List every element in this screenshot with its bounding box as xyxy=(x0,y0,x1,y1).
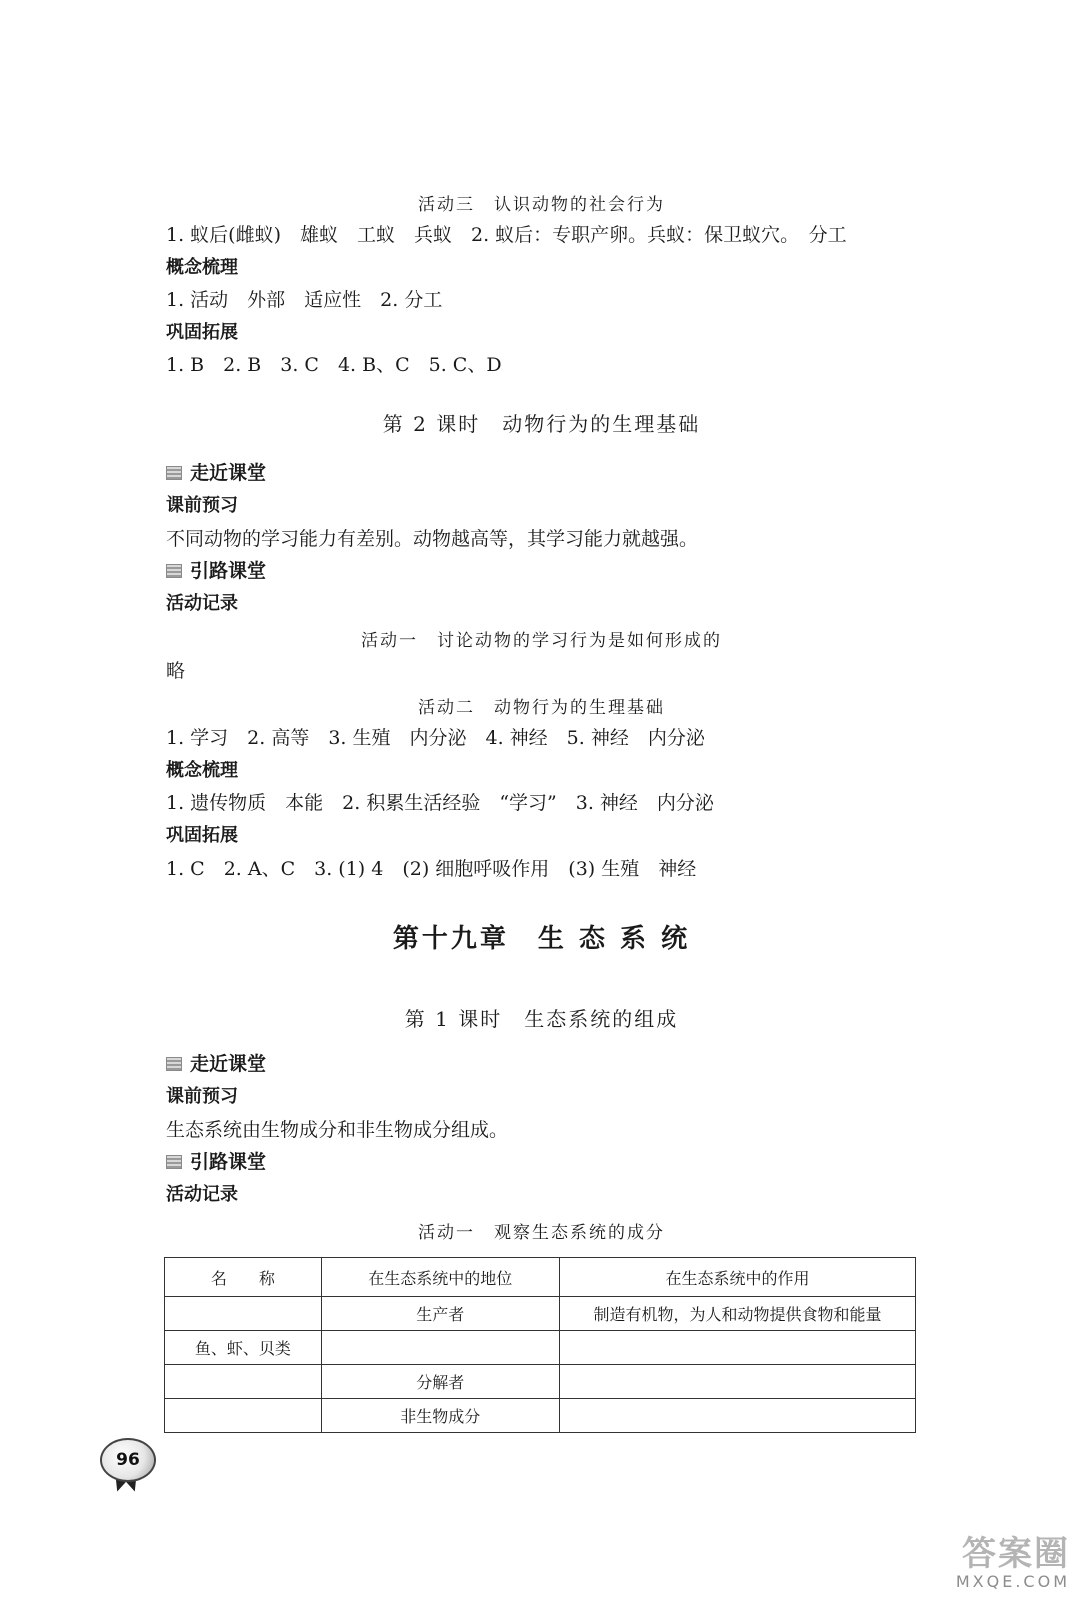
table-header-cell: 名 称 xyxy=(165,1258,322,1297)
preview-text-2: 生态系统由生物成分和非生物成分组成。 xyxy=(166,1119,509,1141)
table-cell: 生产者 xyxy=(321,1297,559,1331)
concept-heading-1: 概念梳理 xyxy=(166,257,238,278)
chapter19-title: 第十九章 生 态 系 统 xyxy=(392,924,691,954)
activity3-answer: 1. 蚁后(雌蚁) 雄蚁 工蚁 兵蚁 2. 蚁后：专职产卵。兵蚁：保卫蚁穴。 分工 xyxy=(166,224,847,246)
concept-answer-2: 1. 遗传物质 本能 2. 积累生活经验 “学习” 3. 神经 内分泌 xyxy=(166,792,714,814)
table-row xyxy=(165,1399,916,1433)
section-marker-icon xyxy=(166,564,182,578)
lesson2-activity1-answer: 略 xyxy=(166,660,186,682)
ecosystem-components-table xyxy=(164,1257,916,1433)
watermark-logo-text: 答案圈 xyxy=(962,1534,1070,1574)
table-cell xyxy=(559,1399,915,1433)
concept-answer-1: 1. 活动 外部 适应性 2. 分工 xyxy=(166,289,443,311)
banner-label: 引路课堂 xyxy=(190,560,267,582)
watermark-url-text: MXQE.COM xyxy=(955,1572,1070,1591)
table-row xyxy=(165,1297,916,1331)
consolidate-heading-1: 巩固拓展 xyxy=(166,322,238,343)
table-cell xyxy=(559,1331,915,1365)
preview-text-1: 不同动物的学习能力有差别。动物越高等，其学习能力就越强。 xyxy=(166,528,699,550)
preview-heading-1: 课前预习 xyxy=(166,495,238,516)
lesson2-activity2-title: 活动二 动物行为的生理基础 xyxy=(418,698,665,718)
banner-guide-class-2 xyxy=(166,1150,266,1174)
banner-label: 走近课堂 xyxy=(190,462,267,484)
record-heading-1: 活动记录 xyxy=(166,593,238,614)
section-marker-icon xyxy=(166,466,182,480)
table-cell xyxy=(165,1297,322,1331)
table-cell: 鱼、虾、贝类 xyxy=(165,1331,322,1365)
lesson2-activity1-title: 活动一 讨论动物的学习行为是如何形成的 xyxy=(361,631,722,651)
consolidate-answer-2: 1. C 2. A、C 3. (1) 4 (2) 细胞呼吸作用 (3) 生殖 神经 xyxy=(166,858,697,880)
table-header-row xyxy=(165,1258,916,1297)
table-header-cell: 在生态系统中的作用 xyxy=(559,1258,915,1297)
section-marker-icon xyxy=(166,1057,182,1071)
section-marker-icon xyxy=(166,1155,182,1169)
table-header-cell: 在生态系统中的地位 xyxy=(321,1258,559,1297)
concept-heading-2: 概念梳理 xyxy=(166,760,238,781)
table-cell xyxy=(559,1365,915,1399)
page-number-badge: 96 xyxy=(100,1438,156,1482)
consolidate-answer-1: 1. B 2. B 3. C 4. B、C 5. C、D xyxy=(166,354,502,376)
banner-approach-class-2 xyxy=(166,1052,266,1076)
activity3-title: 活动三 认识动物的社会行为 xyxy=(418,195,665,215)
consolidate-heading-2: 巩固拓展 xyxy=(166,825,238,846)
lesson2-title: 第 2 课时 动物行为的生理基础 xyxy=(382,412,701,436)
table-cell xyxy=(321,1331,559,1365)
table-cell: 分解者 xyxy=(321,1365,559,1399)
table-row xyxy=(165,1331,916,1365)
site-watermark xyxy=(880,1535,1070,1595)
record-heading-2: 活动记录 xyxy=(166,1184,238,1205)
table-cell: 制造有机物，为人和动物提供食物和能量 xyxy=(559,1297,915,1331)
table-cell: 非生物成分 xyxy=(321,1399,559,1433)
banner-approach-class-1 xyxy=(166,461,266,485)
chapter19-lesson1-title: 第 1 课时 生态系统的组成 xyxy=(404,1007,679,1031)
lesson2-activity2-answer: 1. 学习 2. 高等 3. 生殖 内分泌 4. 神经 5. 神经 内分泌 xyxy=(166,727,705,749)
banner-guide-class-1 xyxy=(166,559,266,583)
preview-heading-2: 课前预习 xyxy=(166,1086,238,1107)
chapter19-activity1-title: 活动一 观察生态系统的成分 xyxy=(418,1223,665,1243)
table-cell xyxy=(165,1399,322,1433)
table-row xyxy=(165,1365,916,1399)
banner-label: 引路课堂 xyxy=(190,1151,267,1173)
table-cell xyxy=(165,1365,322,1399)
banner-label: 走近课堂 xyxy=(190,1053,267,1075)
